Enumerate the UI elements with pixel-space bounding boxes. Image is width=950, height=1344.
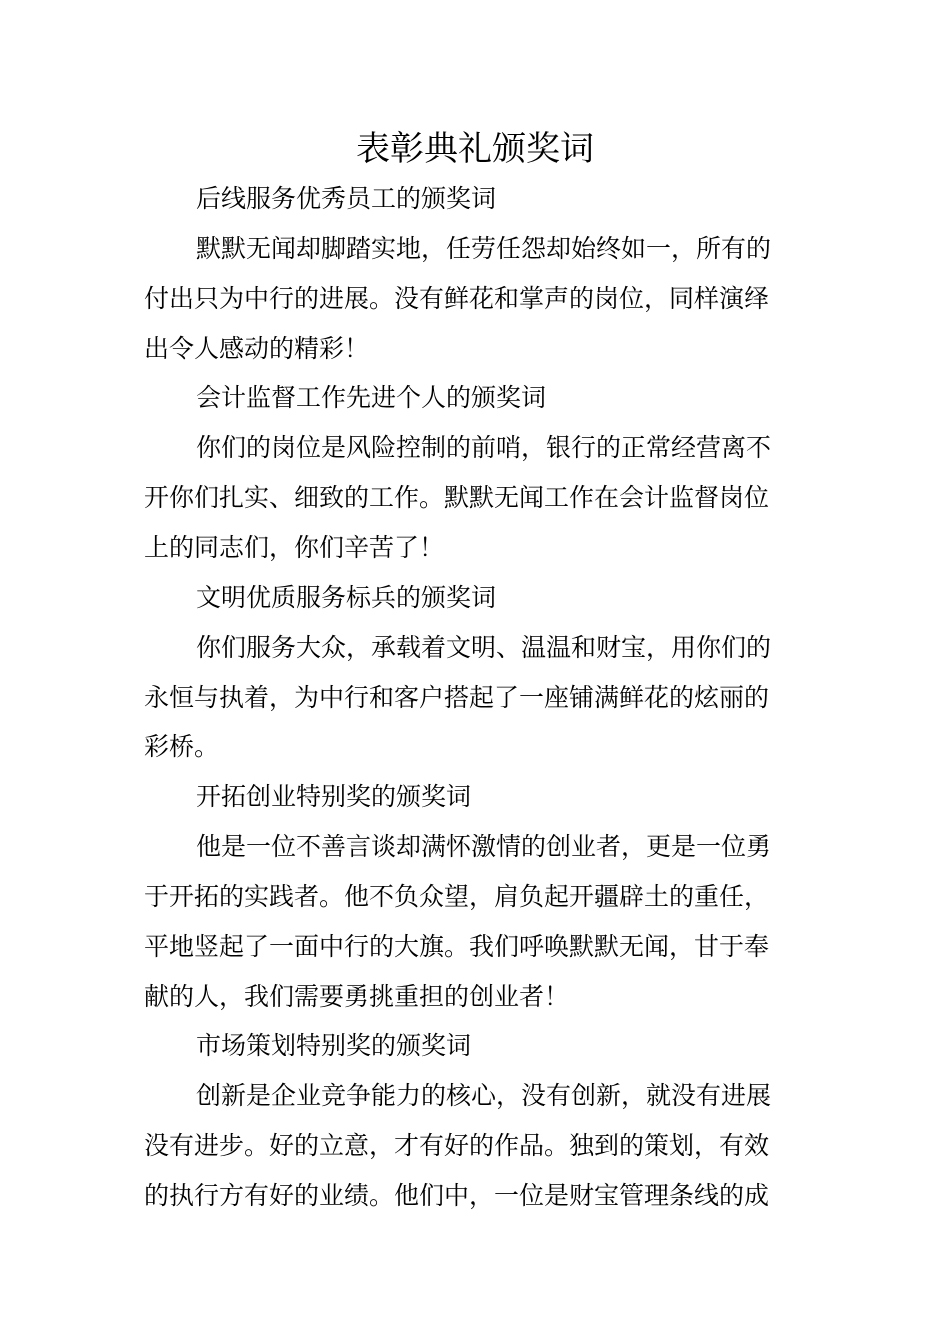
- paragraph-line: 默默无闻却脚踏实地，任劳任怨却始终如一，所有的: [196, 234, 772, 263]
- section-heading: 会计监督工作先进个人的颁奖词: [196, 383, 547, 412]
- paragraph-line: 的执行方有好的业绩。他们中，一位是财宝管理条线的成: [144, 1181, 770, 1210]
- paragraph-line: 平地竖起了一面中行的大旗。我们呼唤默默无闻，甘于奉: [144, 932, 770, 961]
- paragraph-line: 你们的岗位是风险控制的前哨，银行的正常经营离不: [196, 433, 772, 462]
- paragraph-line: 没有进步。好的立意，才有好的作品。独到的策划，有效: [144, 1131, 770, 1160]
- paragraph-line: 付出只为中行的进展。没有鲜花和掌声的岗位，同样演绎: [144, 284, 770, 313]
- document-title: 表彰典礼颁奖词: [356, 129, 594, 169]
- paragraph-line: 出令人感动的精彩！: [144, 334, 370, 363]
- section-heading: 后线服务优秀员工的颁奖词: [196, 184, 497, 213]
- paragraph-line: 创新是企业竞争能力的核心，没有创新，就没有进展: [196, 1081, 772, 1110]
- paragraph-line: 献的人，我们需要勇挑重担的创业者！: [144, 982, 570, 1011]
- paragraph-line: 彩桥。: [144, 732, 220, 761]
- paragraph-line: 你们服务大众，承载着文明、温温和财宝，用你们的: [196, 633, 772, 662]
- section-heading: 文明优质服务标兵的颁奖词: [196, 583, 497, 612]
- section-heading: 市场策划特别奖的颁奖词: [196, 1031, 472, 1060]
- section-heading: 开拓创业特别奖的颁奖词: [196, 782, 472, 811]
- paragraph-line: 上的同志们，你们辛苦了！: [144, 533, 445, 562]
- paragraph-line: 于开拓的实践者。他不负众望，肩负起开疆辟土的重任，: [144, 882, 770, 911]
- paragraph-line: 他是一位不善言谈却满怀激情的创业者，更是一位勇: [196, 832, 772, 861]
- paragraph-line: 永恒与执着，为中行和客户搭起了一座铺满鲜花的炫丽的: [144, 683, 770, 712]
- paragraph-line: 开你们扎实、细致的工作。默默无闻工作在会计监督岗位: [144, 483, 770, 512]
